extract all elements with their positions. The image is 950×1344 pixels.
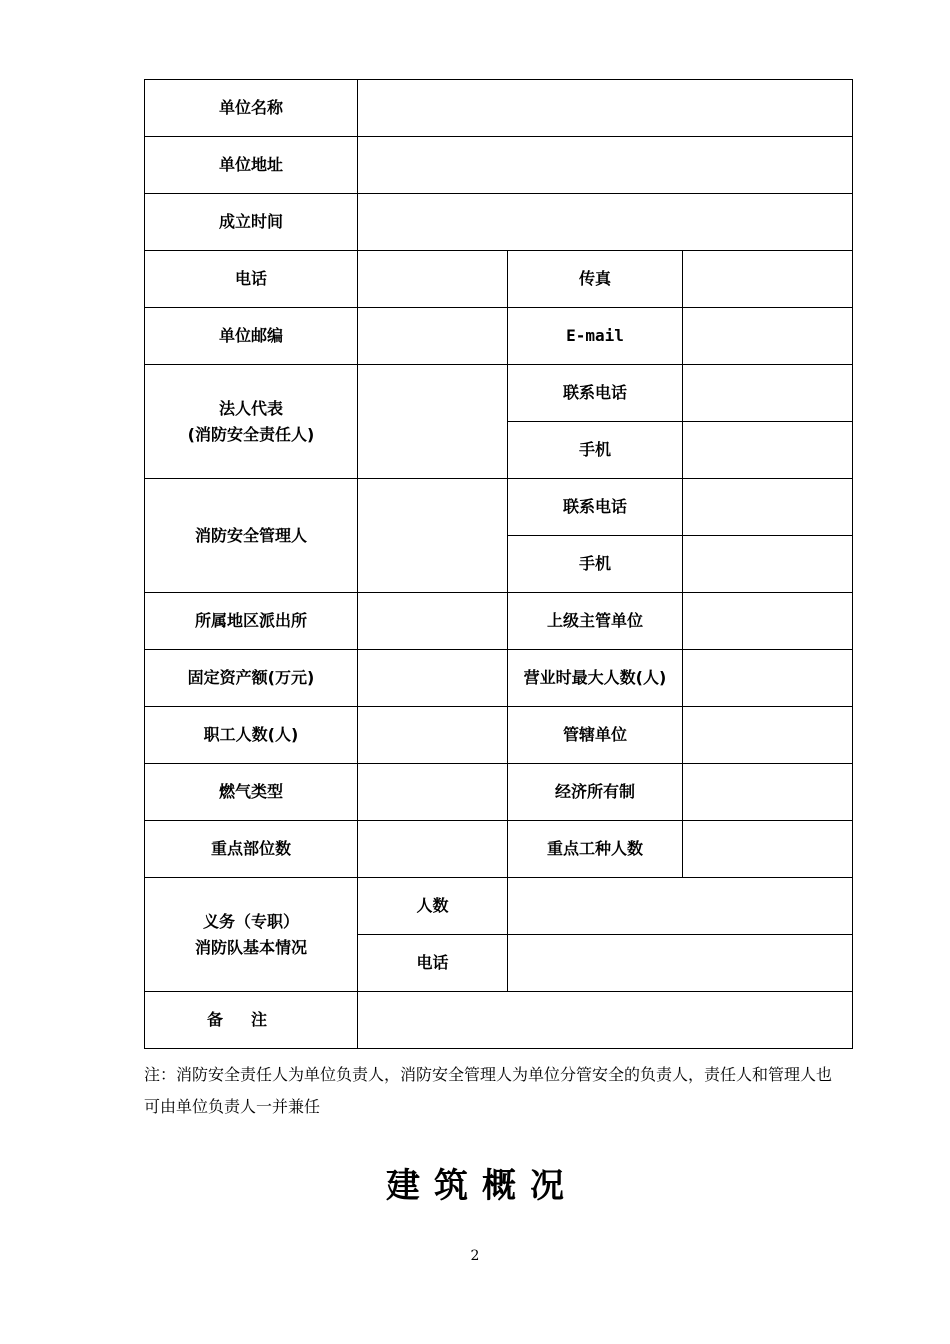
label-unit-name: 单位名称: [145, 80, 358, 137]
row-founded-date: [145, 194, 853, 251]
label-manager-contact-phone: 联系电话: [508, 479, 683, 536]
field-postal-code[interactable]: [358, 308, 508, 365]
label-postal-code: 单位邮编: [145, 308, 358, 365]
field-staff-count[interactable]: [358, 707, 508, 764]
row-unit-address: [145, 137, 853, 194]
label-legal-rep-line2: (消防安全责任人): [187, 424, 315, 444]
field-police-station[interactable]: [358, 593, 508, 650]
label-brigade-headcount: 人数: [358, 878, 508, 935]
label-superior-unit: 上级主管单位: [508, 593, 683, 650]
label-legal-rep: [145, 365, 358, 479]
field-unit-name[interactable]: [358, 80, 853, 137]
label-legal-rep-mobile: 手机: [508, 422, 683, 479]
label-fixed-assets: 固定资产额(万元): [145, 650, 358, 707]
field-legal-rep[interactable]: [358, 365, 508, 479]
label-unit-address: 单位地址: [145, 137, 358, 194]
row-assets-occupancy: [145, 650, 853, 707]
label-brigade-phone: 电话: [358, 935, 508, 992]
row-remarks: [145, 992, 853, 1049]
label-max-occupancy: 营业时最大人数(人): [508, 650, 683, 707]
row-postal-email: [145, 308, 853, 365]
label-key-workers: 重点工种人数: [508, 821, 683, 878]
label-remarks: 备注: [145, 992, 358, 1049]
label-key-locations: 重点部位数: [145, 821, 358, 878]
field-legal-rep-contact-phone[interactable]: [683, 365, 853, 422]
label-legal-rep-line1: 法人代表: [218, 398, 283, 418]
row-manager-phone: [145, 479, 853, 536]
row-brigade-headcount: [145, 878, 853, 935]
field-fax[interactable]: [683, 251, 853, 308]
field-legal-rep-mobile[interactable]: [683, 422, 853, 479]
label-fire-brigade: [145, 878, 358, 992]
fire-safety-unit-form: [144, 79, 853, 1049]
field-remarks[interactable]: [358, 992, 853, 1049]
label-founded-date: 成立时间: [145, 194, 358, 251]
label-safety-manager: 消防安全管理人: [145, 479, 358, 593]
field-max-occupancy[interactable]: [683, 650, 853, 707]
label-staff-count: 职工人数(人): [145, 707, 358, 764]
label-ownership: 经济所有制: [508, 764, 683, 821]
field-brigade-phone[interactable]: [508, 935, 853, 992]
field-unit-address[interactable]: [358, 137, 853, 194]
label-legal-rep-contact-phone: 联系电话: [508, 365, 683, 422]
field-fixed-assets[interactable]: [358, 650, 508, 707]
label-fire-brigade-line2: 消防队基本情况: [194, 937, 307, 957]
field-manager-contact-phone[interactable]: [683, 479, 853, 536]
footnote: 注：消防安全责任人为单位负责人，消防安全管理人为单位分管安全的负责人，责任人和管理人也可由单位负责人一并兼任: [144, 1065, 833, 1116]
page-number: 2: [470, 1248, 480, 1264]
field-safety-manager[interactable]: [358, 479, 508, 593]
row-unit-name: [145, 80, 853, 137]
row-staff-jurisdiction: [145, 707, 853, 764]
label-phone: 电话: [145, 251, 358, 308]
label-fire-brigade-line1: 义务（专职）: [202, 911, 299, 931]
row-key-locations-workers: [145, 821, 853, 878]
label-police-station: 所属地区派出所: [145, 593, 358, 650]
row-gas-ownership: [145, 764, 853, 821]
row-legal-rep-phone: [145, 365, 853, 422]
label-manager-mobile: 手机: [508, 536, 683, 593]
field-gas-type[interactable]: [358, 764, 508, 821]
field-superior-unit[interactable]: [683, 593, 853, 650]
field-brigade-headcount[interactable]: [508, 878, 853, 935]
field-founded-date[interactable]: [358, 194, 853, 251]
label-gas-type: 燃气类型: [145, 764, 358, 821]
label-jurisdiction: 管辖单位: [508, 707, 683, 764]
label-email: E-mail: [508, 308, 683, 365]
field-phone[interactable]: [358, 251, 508, 308]
field-jurisdiction[interactable]: [683, 707, 853, 764]
field-manager-mobile[interactable]: [683, 536, 853, 593]
label-fax: 传真: [508, 251, 683, 308]
field-ownership[interactable]: [683, 764, 853, 821]
field-key-locations[interactable]: [358, 821, 508, 878]
field-key-workers[interactable]: [683, 821, 853, 878]
section-title: 建筑概况: [386, 1166, 578, 1206]
row-phone-fax: [145, 251, 853, 308]
row-police-superior: [145, 593, 853, 650]
field-email[interactable]: [683, 308, 853, 365]
